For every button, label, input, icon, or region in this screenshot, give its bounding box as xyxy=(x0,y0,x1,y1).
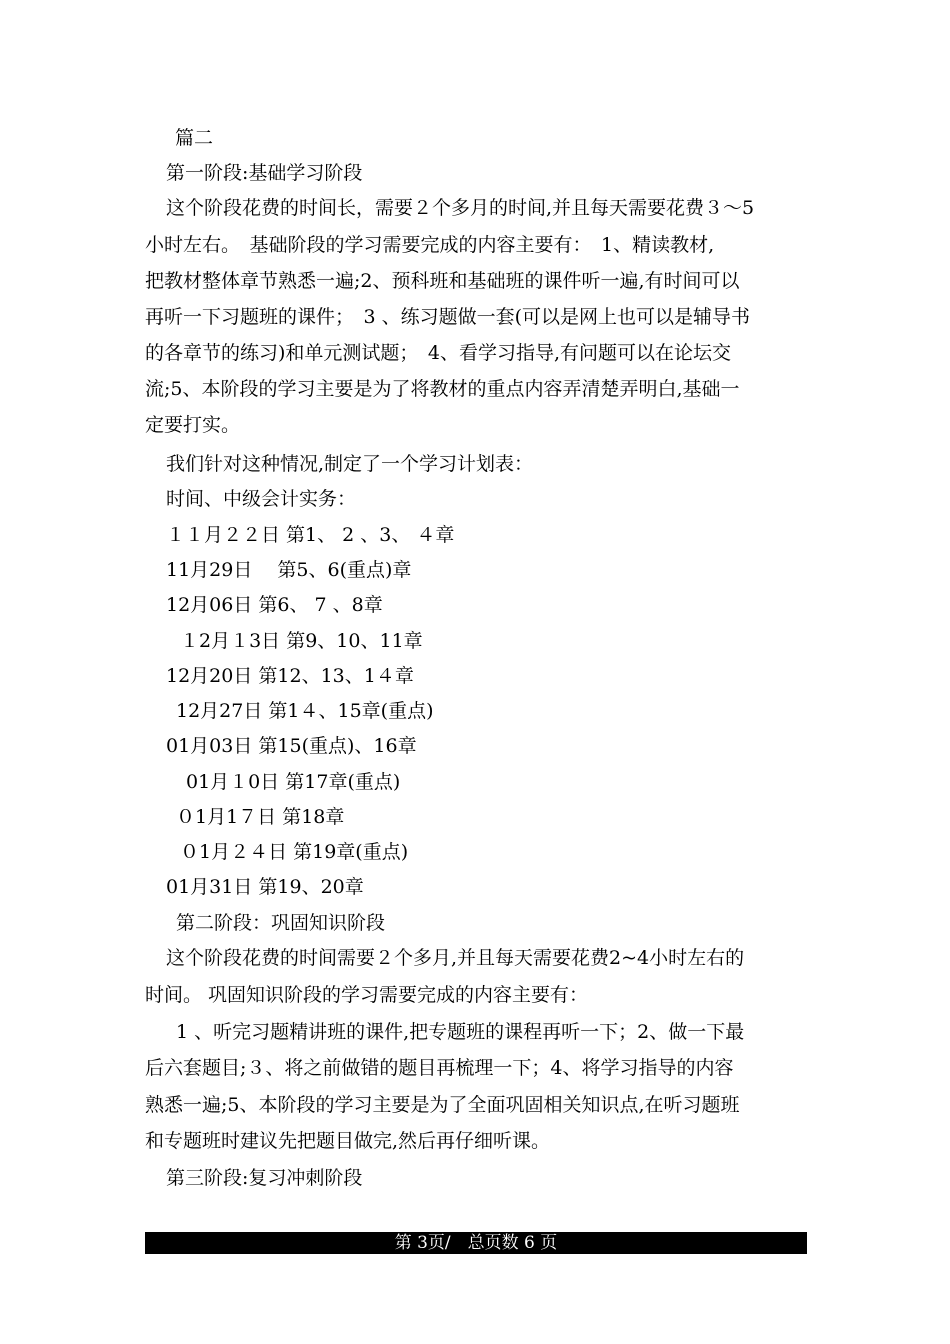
paragraph-line: 和专题班时建议先把题目做完,然后再仔细听课。 xyxy=(145,1130,551,1152)
paragraph-line: 后六套题目;３、将之前做错的题目再梳理一下；4、将学习指导的内容 xyxy=(145,1057,734,1079)
paragraph-line: 我们针对这种情况,制定了一个学习计划表： xyxy=(166,453,534,475)
page-footer: 第 3页/ 总页数 6 页 xyxy=(145,1232,807,1254)
paragraph-line: 流;5、本阶段的学习主要是为了将教材的重点内容弄清楚弄明白,基础一 xyxy=(145,378,740,400)
stage-heading: 第三阶段:复习冲刺阶段 xyxy=(166,1167,363,1189)
paragraph-line: 把教材整体章节熟悉一遍;2、预科班和基础班的课件听一遍,有时间可以 xyxy=(145,270,740,292)
paragraph-line: 1 、听完习题精讲班的课件,把专题班的课程再听一下；2、做一下最 xyxy=(176,1021,745,1043)
section-heading: 篇二 xyxy=(175,127,214,149)
schedule-item: 01月03日 第15(重点)、16章 xyxy=(166,735,417,757)
paragraph-line: 再听一下习题班的课件； 3 、练习题做一套(可以是网上也可以是辅导书 xyxy=(145,306,751,328)
schedule-item: 01月１0日 第17章(重点) xyxy=(186,771,401,793)
schedule-item: 11月29日 第5、6(重点)章 xyxy=(166,559,412,581)
schedule-item: ０1月２４日 第19章(重点) xyxy=(180,841,409,863)
paragraph-line: 时间。 巩固知识阶段的学习需要完成的内容主要有： xyxy=(145,984,589,1006)
schedule-item: 12月20日 第12、13、1４章 xyxy=(166,665,414,687)
paragraph-line: 熟悉一遍;5、本阶段的学习主要是为了全面巩固相关知识点,在听习题班 xyxy=(145,1094,740,1116)
schedule-item: 12月06日 第6、 7 、8章 xyxy=(166,594,383,616)
paragraph-line: 这个阶段花费的时间需要２个多月,并且每天需要花费2~4小时左右的 xyxy=(166,947,745,969)
paragraph-line: 定要打实。 xyxy=(145,414,241,436)
paragraph-line: 的各章节的练习)和单元测试题； 4、看学习指导,有问题可以在论坛交 xyxy=(145,342,732,364)
schedule-item: １2月１3日 第9、10、11章 xyxy=(180,630,423,652)
schedule-item: １１月２２日 第1、 2 、3、 ４章 xyxy=(166,524,455,546)
schedule-item: 01月31日 第19、20章 xyxy=(166,876,364,898)
schedule-heading: 时间、中级会计实务： xyxy=(166,488,357,510)
stage-heading: 第一阶段:基础学习阶段 xyxy=(166,162,363,184)
paragraph-line: 小时左右。 基础阶段的学习需要完成的内容主要有： 1、精读教材, xyxy=(145,234,715,256)
schedule-item: ０1月1７日 第18章 xyxy=(176,806,345,828)
paragraph-line: 这个阶段花费的时间长，需要２个多月的时间,并且每天需要花费３～5 xyxy=(166,197,755,219)
schedule-item: 12月27日 第1４、15章(重点) xyxy=(176,700,434,722)
stage-heading: 第二阶段：巩固知识阶段 xyxy=(176,912,386,934)
